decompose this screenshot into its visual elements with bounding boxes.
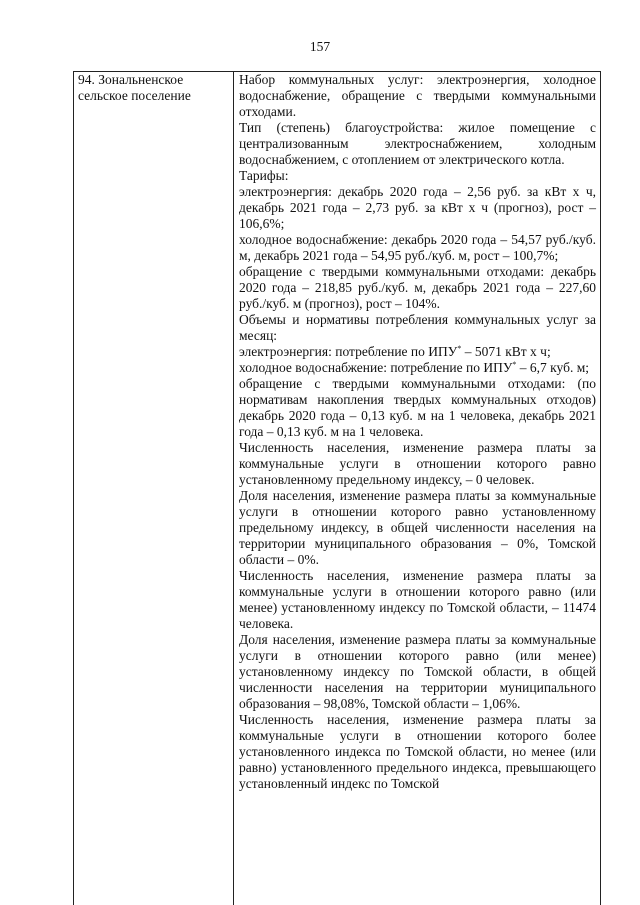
volume-cold-water bbox=[239, 360, 596, 376]
tariff-waste: обращение с твердыми коммунальными отходами: декабрь 2020 года – 218,85 руб./куб. м, декабрь 2021 года – 227,60 руб./куб. м (прогноз), рост – 104%. bbox=[239, 264, 596, 311]
description-cell bbox=[234, 72, 600, 905]
volumes-heading: Объемы и нормативы потребления коммунальных услуг за месяц: bbox=[239, 312, 596, 343]
volume-electricity-prefix: электроэнергия: потребление по ИПУ bbox=[239, 344, 458, 359]
tariffs-heading: Тарифы: bbox=[239, 168, 289, 183]
improvement-type-paragraph: Тип (степень) благоустройства: жилое помещение с централизованным электроснабжением, холодным водоснабжением, с отоплением от электрического котла. bbox=[239, 120, 596, 167]
volume-water-suffix: – 6,7 куб. м; bbox=[516, 360, 590, 375]
tariff-cold-water: холодное водоснабжение: декабрь 2020 года – 54,57 руб./куб. м, декабрь 2021 года – 54,95 руб./куб. м, рост – 100,7%; bbox=[239, 232, 596, 263]
services-paragraph: Набор коммунальных услуг: электроэнергия, холодное водоснабжение, обращение с твердыми коммунальными отходами. bbox=[239, 72, 596, 119]
population-share-limit: Доля населения, изменение размера платы за коммунальные услуги в отношении которого равно установленному предельному индексу, в общей численности населения на территории муниципального образования – 0%, Томской области – 0%. bbox=[239, 488, 596, 567]
volume-electricity-suffix: – 5071 кВт х ч; bbox=[461, 344, 551, 359]
population-count-above: Численность населения, изменение размера платы за коммунальные услуги в отношении которого более установленного индекса по Томской области, но менее (или равно) установленного предельного индекса, превышающего установленный индекс по Томской bbox=[239, 712, 596, 791]
volume-electricity bbox=[239, 344, 596, 360]
population-count-limit: Численность населения, изменение размера платы за коммунальные услуги в отношении которого равно установленному предельному индексу, – 0 человек. bbox=[239, 440, 596, 487]
settlement-name: 94. Зональненское сельское поселение bbox=[78, 72, 191, 103]
population-count-regional: Численность населения, изменение размера платы за коммунальные услуги в отношении которого равно (или менее) установленному индексу по Томской области, – 11474 человека. bbox=[239, 568, 596, 631]
volume-waste: обращение с твердыми коммунальными отходами: (по нормативам накопления твердых коммунальных отходов) декабрь 2020 года – 0,13 куб. м на 1 человека, декабрь 2021 года – 0,13 куб. м на 1 человека. bbox=[239, 376, 596, 439]
footnote-mark: * bbox=[512, 360, 517, 369]
population-share-regional: Доля населения, изменение размера платы за коммунальные услуги в отношении которого равно (или менее) установленному индексу по Томской области, в общей численности населения на территории муниципального образования – 98,08%, Томской области – 1,06%. bbox=[239, 632, 596, 711]
tariff-electricity: электроэнергия: декабрь 2020 года – 2,56 руб. за кВт х ч, декабрь 2021 года – 2,73 руб. за кВт х ч (прогноз), рост – 106,6%; bbox=[239, 184, 596, 231]
footnote-mark: * bbox=[457, 344, 462, 353]
page-number: 157 bbox=[309, 39, 331, 54]
data-table bbox=[73, 71, 601, 905]
settlement-cell bbox=[74, 72, 234, 905]
volume-water-prefix: холодное водоснабжение: потребление по ИПУ bbox=[239, 360, 513, 375]
